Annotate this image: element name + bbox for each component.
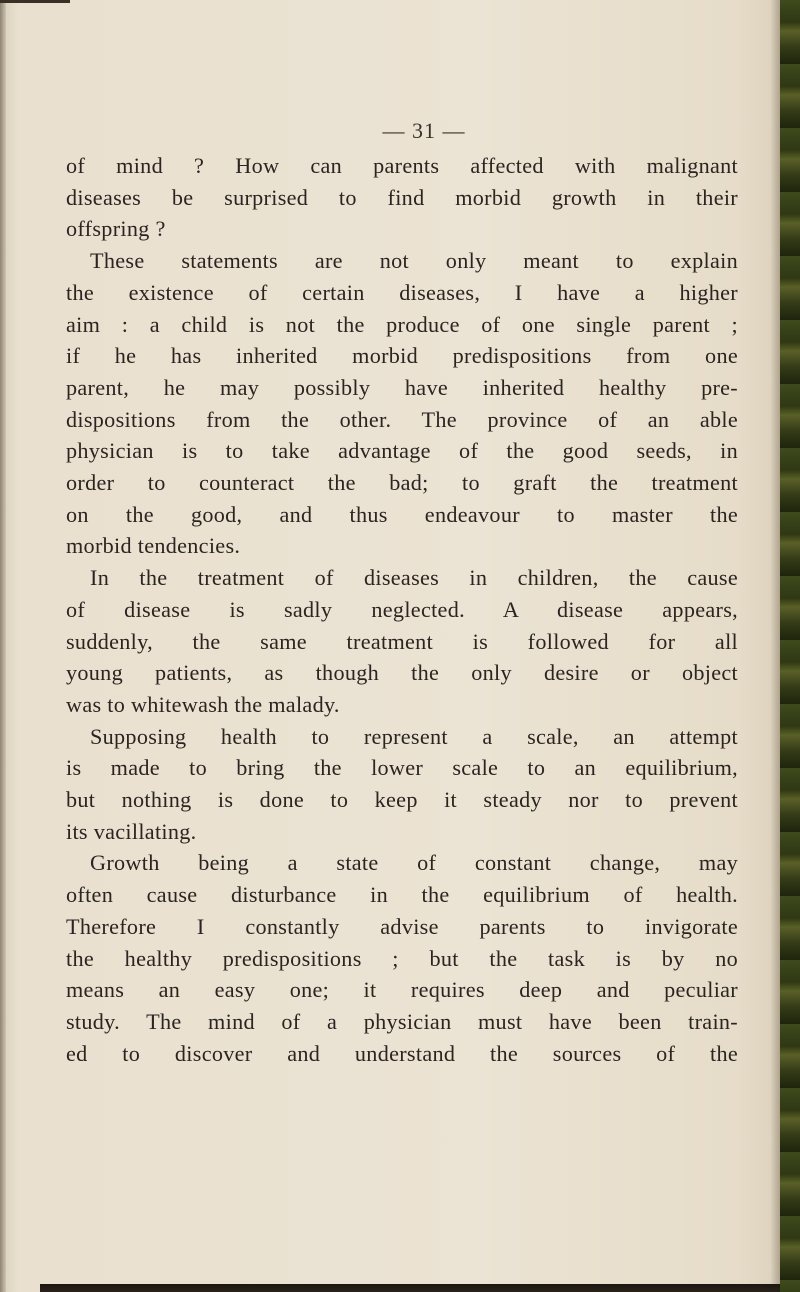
- text-line: diseases be surprised to find morbid growth in their: [66, 184, 738, 210]
- page-left-edge: [0, 0, 6, 1292]
- text-line: Growth being a state of constant change, may: [90, 850, 738, 876]
- text-line: dispositions from the other. The province of an able: [66, 406, 738, 432]
- page-top-mark: [0, 0, 70, 3]
- text-line: Supposing health to represent a scale, an attempt: [90, 723, 738, 749]
- text-line: the existence of certain diseases, I have a higher: [66, 279, 738, 305]
- text-line: is made to bring the lower scale to an equilibrium,: [66, 755, 738, 781]
- text-line: study. The mind of a physician must have been train-: [66, 1008, 738, 1034]
- text-line: on the good, and thus endeavour to master the: [66, 501, 738, 527]
- text-line: means an easy one; it requires deep and peculiar: [66, 977, 738, 1003]
- binding-shadow: [770, 0, 780, 1292]
- text-line: of disease is sadly neglected. A disease appears,: [66, 596, 738, 622]
- page-number-text: — 31 —: [382, 118, 466, 143]
- text-line: was to whitewash the malady.: [66, 691, 340, 717]
- page-bottom-edge: [40, 1284, 780, 1292]
- page-number: [0, 118, 800, 144]
- text-line: In the treatment of diseases in children, the cause: [90, 565, 738, 591]
- text-line: aim : a child is not the produce of one single parent ;: [66, 311, 738, 337]
- text-line: offspring ?: [66, 216, 166, 242]
- text-line: parent, he may possibly have inherited healthy pre-: [66, 374, 738, 400]
- text-line: ed to discover and understand the sources of the: [66, 1040, 738, 1066]
- text-line: morbid tendencies.: [66, 533, 241, 559]
- text-line: if he has inherited morbid predispositions from one: [66, 343, 738, 369]
- text-line: physician is to take advantage of the good seeds, in: [66, 438, 738, 464]
- text-line: These statements are not only meant to explain: [90, 248, 738, 274]
- text-line: Therefore I constantly advise parents to invigorate: [66, 913, 738, 939]
- text-line: the healthy predispositions ; but the task is by no: [66, 945, 738, 971]
- body-text: [66, 150, 738, 1069]
- book-binding: [780, 0, 800, 1292]
- text-line: its vacillating.: [66, 818, 197, 844]
- text-line: of mind ? How can parents affected with malignant: [66, 153, 738, 178]
- text-line: often cause disturbance in the equilibrium of health.: [66, 882, 738, 908]
- text-line: but nothing is done to keep it steady nor to prevent: [66, 787, 738, 813]
- text-line: young patients, as though the only desire or object: [66, 660, 738, 686]
- text-line: suddenly, the same treatment is followed for all: [66, 628, 738, 654]
- text-line: order to counteract the bad; to graft the treatment: [66, 470, 738, 496]
